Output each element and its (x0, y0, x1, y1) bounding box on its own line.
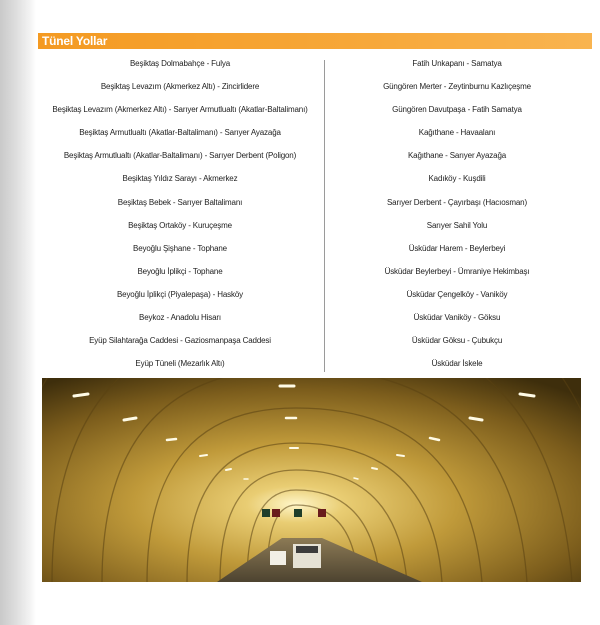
tunnel-route-item: Eyüp Silahtarağa Caddesi - Gaziosmanpaşa Caddesi (89, 336, 271, 346)
tunnel-route-item: Beşiktaş Armutlualtı (Akatlar-Baltalimanı) - Sarıyer Derbent (Poligon) (63, 151, 297, 161)
tunnel-route-item: Beyoğlu İplikçi (Piyalepaşa) - Hasköy (116, 289, 244, 299)
tunnel-route-item: Beşiktaş Yıldız Sarayı - Akmerkez (122, 174, 238, 184)
tunnel-route-item: Sarıyer Derbent - Çayırbaşı (Hacıosman) (387, 197, 527, 207)
tunnel-route-item: Beşiktaş Bebek - Sarıyer Baltalimanı (117, 197, 243, 207)
tunnel-route-item: Sarıyer Sahil Yolu (426, 220, 488, 230)
tunnel-route-item: Kağıthane - Sarıyer Ayazağa (407, 151, 507, 161)
tunnel-route-item: Beykoz - Anadolu Hisarı (139, 313, 221, 323)
tunnel-route-item: Üsküdar İskele (431, 359, 483, 369)
tunnel-route-item: Beyoğlu İplikçi - Tophane (137, 266, 223, 276)
section-title: Tünel Yollar (42, 34, 108, 48)
tunnel-route-item: Üsküdar Harem - Beylerbeyi (408, 243, 506, 253)
tunnel-route-item: Kadıköy - Kuşdili (428, 174, 486, 184)
column-divider (324, 60, 325, 372)
tunnel-route-item: Kağıthane - Havaalanı (418, 128, 496, 138)
tunnel-route-item: Beşiktaş Levazım (Akmerkez Altı) - Sarıyer Armutlualtı (Akatlar-Baltalimanı) (52, 105, 308, 115)
tunnel-route-item: Fatih Unkapanı - Samatya (412, 59, 502, 68)
tunnel-route-item: Beşiktaş Ortaköy - Kuruçeşme (128, 220, 232, 230)
section-header-bar (38, 33, 592, 49)
tunnel-photo (42, 378, 581, 582)
tunnel-route-item: Beşiktaş Armutlualtı (Akatlar-Baltalimanı) - Sarıyer Ayazağa (79, 128, 281, 138)
tunnel-route-item: Beşiktaş Dolmabahçe - Fulya (130, 59, 230, 68)
tunnel-route-item: Güngören Merter - Zeytinburnu Kazlıçeşme (383, 82, 531, 92)
page-spine-shadow (0, 0, 36, 625)
tunnel-route-item: Üsküdar Göksu - Çubukçu (411, 336, 503, 346)
tunnel-route-item: Beyoğlu Şişhane - Tophane (133, 243, 227, 253)
tunnel-route-item: Beşiktaş Levazım (Akmerkez Altı) - Zincirlidere (100, 82, 260, 92)
tunnel-route-item: Üsküdar Vaniköy - Göksu (413, 313, 501, 323)
tunnel-route-item: Güngören Davutpaşa - Fatih Samatya (392, 105, 522, 115)
tunnel-route-item: Üsküdar Çengelköy - Vaniköy (406, 289, 508, 299)
tunnel-list-right (330, 56, 584, 379)
tunnel-route-item: Üsküdar Beylerbeyi - Ümraniye Hekimbaşı (384, 266, 530, 276)
tunnel-route-item: Eyüp Tüneli (Mezarlık Altı) (135, 359, 225, 369)
tunnel-list-left (42, 56, 318, 379)
